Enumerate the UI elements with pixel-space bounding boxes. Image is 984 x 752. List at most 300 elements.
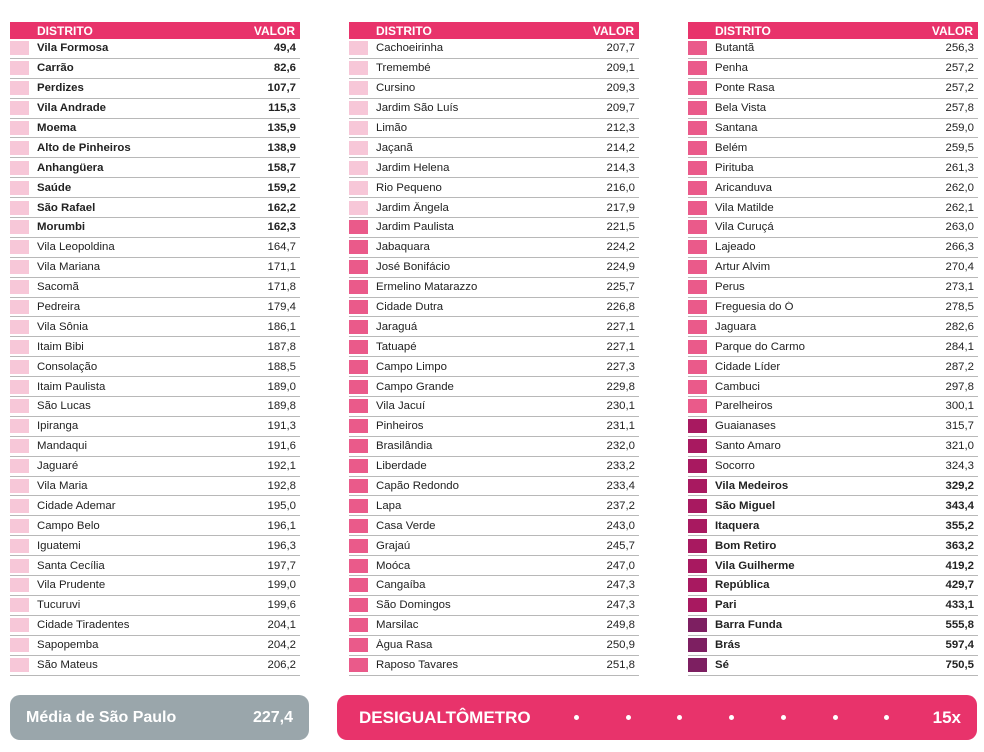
- district-name: Jardim São Luís: [376, 102, 459, 115]
- color-swatch: [10, 300, 29, 314]
- color-swatch: [10, 340, 29, 354]
- district-value: 225,7: [606, 281, 635, 294]
- table-header: [10, 22, 300, 39]
- color-swatch: [10, 220, 29, 234]
- color-swatch: [10, 101, 29, 115]
- table-row: [688, 397, 978, 417]
- district-value: 224,2: [606, 241, 635, 254]
- district-name: Guaianases: [715, 420, 776, 433]
- table-row: [10, 298, 300, 318]
- district-name: Carrão: [37, 62, 74, 75]
- table-row: [10, 79, 300, 99]
- color-swatch: [688, 638, 707, 652]
- district-name: Pari: [715, 599, 737, 612]
- district-name: Santana: [715, 122, 758, 134]
- district-name: Belém: [715, 141, 748, 154]
- dot: [729, 715, 734, 720]
- district-name: Limão: [376, 122, 408, 134]
- color-swatch: [10, 658, 29, 672]
- color-swatch: [10, 479, 29, 493]
- color-swatch: [10, 141, 29, 155]
- dot: [833, 715, 838, 720]
- district-value: 245,7: [606, 539, 635, 552]
- district-name: Marsilac: [376, 619, 419, 632]
- table-row: [10, 59, 300, 79]
- district-value: 555,8: [945, 619, 974, 632]
- district-value: 221,5: [606, 221, 635, 234]
- color-swatch: [349, 141, 368, 155]
- color-swatch: [10, 320, 29, 334]
- district-name: Saúde: [37, 181, 72, 194]
- table-row: [688, 258, 978, 278]
- table-row: [10, 158, 300, 178]
- table-row: [688, 99, 978, 119]
- district-value: 171,8: [267, 281, 296, 294]
- table-row: [10, 377, 300, 397]
- color-swatch: [688, 141, 707, 155]
- district-value: 115,3: [268, 102, 296, 115]
- color-swatch: [349, 519, 368, 533]
- district-table-3: [688, 22, 978, 676]
- district-name: Casa Verde: [376, 519, 436, 532]
- color-swatch: [349, 658, 368, 672]
- table-row: [688, 457, 978, 477]
- header-value: VALOR: [931, 23, 973, 38]
- table-row: [10, 198, 300, 218]
- color-swatch: [349, 201, 368, 215]
- color-swatch: [10, 519, 29, 533]
- district-value: 232,0: [606, 440, 635, 453]
- table-row: [688, 238, 978, 258]
- district-value: 247,3: [606, 599, 635, 612]
- district-name: Itaim Paulista: [37, 380, 106, 393]
- color-swatch: [688, 658, 707, 672]
- color-swatch: [349, 360, 368, 374]
- table-row: [349, 39, 639, 59]
- district-name: Jardim Paulista: [376, 221, 454, 234]
- table-row: [10, 119, 300, 139]
- district-name: Sé: [715, 659, 729, 672]
- color-swatch: [349, 41, 368, 55]
- district-name: Raposo Tavares: [376, 659, 459, 672]
- table-row: [349, 158, 639, 178]
- table-row: [349, 556, 639, 576]
- table-row: [688, 417, 978, 437]
- table-row: [688, 516, 978, 536]
- color-swatch: [349, 340, 368, 354]
- district-value: 262,0: [945, 181, 974, 194]
- table-row: [349, 457, 639, 477]
- color-swatch: [349, 300, 368, 314]
- table-row: [688, 138, 978, 158]
- table-row: [349, 317, 639, 337]
- district-name: Brás: [715, 639, 741, 652]
- table-row: [349, 99, 639, 119]
- district-value: 188,5: [267, 360, 296, 373]
- color-swatch: [349, 638, 368, 652]
- color-swatch: [349, 399, 368, 413]
- color-swatch: [349, 618, 368, 632]
- table-body: [10, 39, 300, 676]
- color-swatch: [10, 419, 29, 433]
- district-value: 266,3: [945, 241, 974, 254]
- district-value: 263,0: [945, 221, 974, 234]
- district-name: Bom Retiro: [715, 539, 777, 552]
- district-value: 243,0: [606, 519, 635, 532]
- district-name: Alto de Pinheiros: [37, 141, 131, 154]
- table-row: [349, 397, 639, 417]
- district-value: 179,4: [267, 301, 296, 314]
- table-header: [688, 22, 978, 39]
- district-name: Itaquera: [715, 519, 760, 532]
- district-name: Vila Jacuí: [376, 400, 426, 413]
- district-name: Cidade Líder: [715, 360, 781, 373]
- district-value: 107,7: [267, 82, 296, 95]
- inequality-label: DESIGUALTÔMETRO: [359, 707, 531, 727]
- table-row: [688, 357, 978, 377]
- district-value: 256,3: [945, 42, 974, 55]
- color-swatch: [688, 598, 707, 612]
- district-value: 214,3: [606, 161, 635, 174]
- district-name: Moóca: [376, 559, 411, 572]
- color-swatch: [688, 499, 707, 513]
- color-swatch: [688, 559, 707, 573]
- dot: [574, 715, 579, 720]
- color-swatch: [349, 380, 368, 394]
- district-value: 355,2: [945, 519, 974, 532]
- table-row: [688, 636, 978, 656]
- color-swatch: [349, 439, 368, 453]
- color-swatch: [10, 360, 29, 374]
- table-row: [688, 298, 978, 318]
- district-value: 199,6: [267, 599, 296, 612]
- color-swatch: [688, 578, 707, 592]
- district-value: 227,1: [606, 320, 635, 333]
- district-name: Perus: [715, 281, 745, 294]
- table-row: [688, 337, 978, 357]
- color-swatch: [10, 638, 29, 652]
- color-swatch: [688, 479, 707, 493]
- color-swatch: [688, 61, 707, 75]
- table-row: [349, 516, 639, 536]
- district-name: Vila Sônia: [37, 320, 89, 333]
- district-value: 429,7: [945, 579, 974, 592]
- table-row: [688, 198, 978, 218]
- district-value: 191,3: [267, 420, 296, 433]
- color-swatch: [10, 618, 29, 632]
- district-name: Sapopemba: [37, 639, 99, 652]
- dot: [677, 715, 682, 720]
- district-name: São Lucas: [37, 400, 91, 413]
- dot: [626, 715, 631, 720]
- district-value: 231,1: [606, 420, 635, 433]
- district-name: Barra Funda: [715, 619, 783, 632]
- district-name: Parelheiros: [715, 400, 773, 413]
- district-value: 135,9: [267, 122, 296, 134]
- table-body: [349, 39, 639, 676]
- header-value: VALOR: [592, 23, 634, 38]
- header-district: DISTRITO: [37, 23, 93, 38]
- color-swatch: [10, 61, 29, 75]
- table-row: [349, 636, 639, 656]
- color-swatch: [10, 201, 29, 215]
- color-swatch: [688, 340, 707, 354]
- table-row: [349, 298, 639, 318]
- district-name: Campo Belo: [37, 519, 100, 532]
- table-row: [10, 218, 300, 238]
- district-value: 224,9: [606, 261, 635, 274]
- dot: [884, 715, 889, 720]
- district-value: 186,1: [267, 320, 296, 333]
- district-value: 250,9: [606, 639, 635, 652]
- color-swatch: [349, 459, 368, 473]
- district-value: 278,5: [945, 301, 974, 314]
- district-value: 158,7: [267, 161, 296, 174]
- district-value: 187,8: [267, 340, 296, 353]
- district-name: Cursino: [376, 82, 416, 95]
- table-row: [10, 39, 300, 59]
- table-row: [10, 516, 300, 536]
- table-row: [349, 337, 639, 357]
- district-value: 297,8: [945, 380, 974, 393]
- table-row: [349, 357, 639, 377]
- district-value: 162,3: [267, 221, 296, 234]
- district-name: Tucuruvi: [37, 599, 81, 612]
- district-name: Parque do Carmo: [715, 340, 805, 353]
- table-row: [10, 397, 300, 417]
- district-name: Anhangüera: [37, 161, 104, 174]
- table-row: [349, 119, 639, 139]
- color-swatch: [10, 280, 29, 294]
- table-row: [349, 536, 639, 556]
- color-swatch: [349, 419, 368, 433]
- district-name: Vila Matilde: [715, 201, 774, 214]
- table-row: [349, 576, 639, 596]
- district-value: 233,4: [606, 480, 635, 493]
- district-name: São Mateus: [37, 659, 98, 672]
- district-name: Capão Redondo: [376, 480, 459, 493]
- district-name: Cidade Ademar: [37, 499, 116, 512]
- table-row: [10, 138, 300, 158]
- district-name: Penha: [715, 62, 748, 75]
- district-name: Ermelino Matarazzo: [376, 281, 478, 294]
- district-name: Bela Vista: [715, 102, 767, 115]
- color-swatch: [688, 300, 707, 314]
- color-swatch: [688, 320, 707, 334]
- district-name: Ipiranga: [37, 420, 79, 433]
- color-swatch: [349, 559, 368, 573]
- district-name: Brasilândia: [376, 440, 433, 453]
- district-value: 419,2: [945, 559, 974, 572]
- district-value: 315,7: [945, 420, 974, 433]
- table-row: [349, 278, 639, 298]
- district-name: Iguatemi: [37, 539, 81, 552]
- color-swatch: [10, 598, 29, 612]
- color-swatch: [349, 61, 368, 75]
- district-name: Ponte Rasa: [715, 82, 775, 95]
- district-value: 227,3: [606, 360, 635, 373]
- table-row: [688, 158, 978, 178]
- table-row: [10, 357, 300, 377]
- district-value: 171,1: [267, 261, 296, 274]
- table-row: [349, 417, 639, 437]
- district-name: Lajeado: [715, 241, 756, 254]
- table-row: [688, 576, 978, 596]
- color-swatch: [10, 121, 29, 135]
- color-swatch: [688, 161, 707, 175]
- district-value: 227,1: [606, 340, 635, 353]
- table-row: [688, 377, 978, 397]
- color-swatch: [349, 479, 368, 493]
- color-swatch: [688, 459, 707, 473]
- district-value: 257,8: [945, 102, 974, 115]
- district-name: Perdizes: [37, 82, 84, 95]
- district-value: 82,6: [273, 62, 296, 75]
- district-name: Jaraguá: [376, 320, 418, 333]
- district-name: Cambuci: [715, 380, 760, 393]
- table-row: [688, 79, 978, 99]
- color-swatch: [349, 240, 368, 254]
- district-value: 192,1: [267, 460, 296, 473]
- table-row: [10, 178, 300, 198]
- color-swatch: [10, 161, 29, 175]
- table-row: [349, 238, 639, 258]
- district-name: Campo Limpo: [376, 360, 447, 373]
- district-value: 363,2: [945, 539, 974, 552]
- district-value: 164,7: [267, 241, 296, 254]
- district-value: 196,3: [267, 539, 296, 552]
- color-swatch: [10, 578, 29, 592]
- district-value: 204,1: [267, 619, 296, 632]
- color-swatch: [688, 539, 707, 553]
- district-name: Itaim Bibi: [37, 340, 84, 353]
- table-row: [688, 656, 978, 676]
- district-name: Vila Mariana: [37, 261, 101, 274]
- table-row: [688, 278, 978, 298]
- color-swatch: [688, 260, 707, 274]
- district-name: Socorro: [715, 460, 755, 473]
- color-swatch: [349, 320, 368, 334]
- table-body: [688, 39, 978, 676]
- color-swatch: [688, 618, 707, 632]
- district-value: 324,3: [945, 460, 974, 473]
- color-swatch: [349, 220, 368, 234]
- color-swatch: [688, 380, 707, 394]
- district-value: 196,1: [267, 519, 296, 532]
- table-row: [10, 278, 300, 298]
- inequality-meter-bar: [337, 695, 977, 740]
- table-row: [349, 79, 639, 99]
- district-name: Pinheiros: [376, 420, 424, 433]
- table-row: [10, 477, 300, 497]
- color-swatch: [10, 240, 29, 254]
- district-value: 247,0: [606, 559, 635, 572]
- table-row: [688, 616, 978, 636]
- district-value: 189,8: [267, 400, 296, 413]
- district-value: 233,2: [606, 460, 635, 473]
- table-row: [10, 596, 300, 616]
- district-name: Cangaíba: [376, 579, 426, 592]
- district-name: Cidade Dutra: [376, 301, 444, 314]
- table-row: [349, 59, 639, 79]
- table-row: [10, 238, 300, 258]
- table-row: [688, 119, 978, 139]
- table-row: [688, 317, 978, 337]
- district-name: Cachoeirinha: [376, 42, 444, 55]
- district-value: 209,3: [606, 82, 635, 95]
- table-row: [10, 496, 300, 516]
- inequality-value: 15x: [932, 707, 961, 727]
- table-row: [688, 437, 978, 457]
- district-name: Aricanduva: [715, 181, 772, 194]
- district-name: Vila Curuçá: [715, 221, 774, 234]
- district-value: 230,1: [606, 400, 635, 413]
- district-value: 262,1: [945, 201, 974, 214]
- district-value: 237,2: [606, 499, 635, 512]
- district-name: Vila Leopoldina: [37, 241, 115, 254]
- district-value: 249,8: [606, 619, 635, 632]
- district-name: Vila Maria: [37, 480, 88, 493]
- district-value: 49,4: [273, 42, 296, 55]
- district-value: 273,1: [945, 281, 974, 294]
- table-row: [10, 99, 300, 119]
- color-swatch: [688, 360, 707, 374]
- district-value: 138,9: [267, 141, 296, 154]
- table-row: [688, 596, 978, 616]
- average-value: 227,4: [252, 708, 293, 726]
- district-value: 195,0: [267, 499, 296, 512]
- header-value: VALOR: [253, 23, 295, 38]
- district-name: Cidade Tiradentes: [37, 619, 130, 632]
- district-value: 247,3: [606, 579, 635, 592]
- district-value: 226,8: [606, 301, 635, 314]
- header-district: DISTRITO: [715, 23, 771, 38]
- district-value: 159,2: [267, 181, 296, 194]
- district-table-2: [349, 22, 639, 676]
- color-swatch: [688, 280, 707, 294]
- district-value: 284,1: [945, 340, 974, 353]
- district-value: 750,5: [945, 659, 974, 672]
- district-name: Mandaqui: [37, 440, 88, 453]
- district-name: Santa Cecília: [37, 559, 105, 572]
- district-value: 206,2: [267, 659, 296, 672]
- table-row: [10, 656, 300, 676]
- color-swatch: [688, 101, 707, 115]
- table-row: [10, 636, 300, 656]
- color-swatch: [688, 519, 707, 533]
- color-swatch: [688, 419, 707, 433]
- color-swatch: [349, 260, 368, 274]
- district-value: 251,8: [606, 659, 635, 672]
- district-value: 204,2: [267, 639, 296, 652]
- table-header: [349, 22, 639, 39]
- table-row: [10, 556, 300, 576]
- table-row: [349, 656, 639, 676]
- district-value: 257,2: [945, 82, 974, 95]
- district-value: 321,0: [945, 440, 974, 453]
- district-name: Vila Prudente: [37, 579, 106, 592]
- district-name: Jaguaré: [37, 460, 79, 473]
- color-swatch: [10, 539, 29, 553]
- table-row: [10, 536, 300, 556]
- district-value: 287,2: [945, 360, 974, 373]
- table-row: [10, 437, 300, 457]
- district-name: Pedreira: [37, 301, 81, 314]
- district-value: 191,6: [267, 440, 296, 453]
- table-row: [10, 457, 300, 477]
- dot-leader: [531, 715, 933, 720]
- color-swatch: [349, 499, 368, 513]
